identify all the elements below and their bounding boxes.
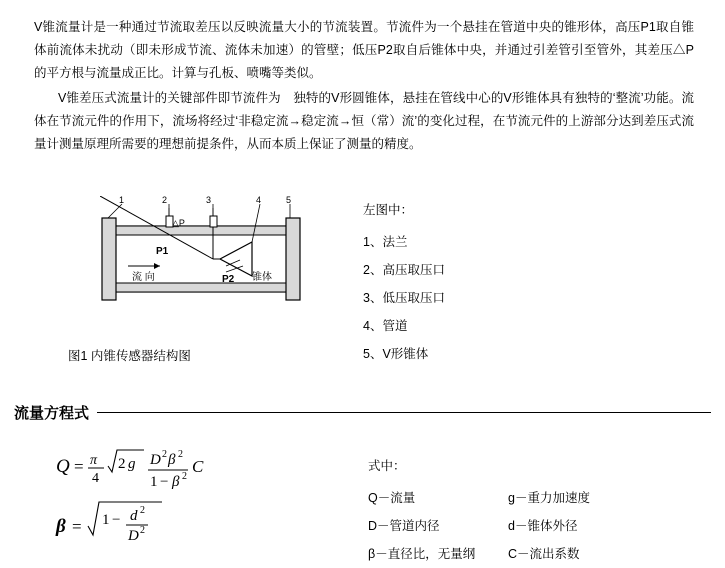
formula-D2: D (128, 528, 139, 544)
symbol-c: C－流出系数 (508, 547, 580, 561)
figure-label-flow: 流 向 (132, 272, 155, 283)
legend-item-3: 3、低压取压口 (363, 291, 445, 305)
formula-q: Q (56, 456, 70, 477)
formula-C: C (192, 457, 204, 476)
formula-D-exp: 2 (162, 449, 167, 460)
figure-callout-5: 5 (286, 196, 292, 205)
intro-text-block (34, 16, 694, 158)
intro-paragraph-2: V锥差压式流量计的关键部件即节流件为 独特的V形圆锥体，悬挂在管线中心的V形锥体具有独特的‘整流’功能。流体在节流元件的作用下，流场将经过‘非稳定流→稳定流→恒（常）流’的变化过程，在节流元件的上游部分达到差压式流量计测量原理所需要的理想前提条件，从而本质上保证了测量的精度。 (34, 91, 694, 151)
section-heading (14, 402, 711, 423)
symbol-key (368, 452, 698, 568)
formula-one: 1 (150, 474, 158, 490)
intro-paragraph-1: V锥流量计是一种通过节流取差压以反映流量大小的节流装置。节流件为一个悬挂在管道中央的锥形体，高压P1取自锥体前流体未扰动（即未形成节流、流体未加速）的管壁；低压P2取自后锥体中央，并通过引差管引至管外，其差压△P的平方根与流量成正比。计算与孔板、喷嘴等类似。 (34, 20, 694, 80)
legend-title: 左图中： (363, 203, 414, 217)
formula-beta-num: β (168, 452, 176, 468)
section-divider (97, 412, 711, 413)
symbol-key-title: 式中： (368, 459, 406, 473)
formula-minus: − (160, 474, 169, 490)
formula-beta-lhs: β (56, 516, 66, 537)
formula-pi: π (90, 453, 98, 468)
figure-label-cone: 锥体 (252, 272, 272, 283)
formula-beta-den: β (172, 474, 180, 490)
figure-legend (363, 196, 445, 368)
formula-beta-den-exp: 2 (182, 471, 187, 482)
legend-item-2: 2、高压取压口 (363, 263, 445, 277)
figure-drawing (100, 196, 310, 341)
formula-d: d (130, 508, 138, 524)
symbol-d-inner: D－管道内径 (368, 519, 440, 533)
symbol-g: g－重力加速度 (508, 491, 590, 505)
section-title: 流量方程式 (14, 405, 90, 422)
formula-d-exp: 2 (140, 505, 145, 516)
formula-beta-minus: − (112, 512, 121, 528)
sensor-structure-figure (100, 196, 310, 341)
formula-beta-one: 1 (102, 512, 110, 528)
legend-item-5: 5、V形锥体 (363, 347, 429, 361)
flow-equation-block (52, 440, 312, 550)
formula-g: g (128, 456, 136, 472)
formula-equals: = (74, 457, 84, 476)
symbol-d-outer: d－锥体外径 (508, 519, 578, 533)
formula-D: D (150, 452, 161, 468)
formula-beta-equals: = (72, 517, 82, 536)
formula-four: 4 (92, 471, 99, 486)
figure-label-p1: P1 (156, 246, 169, 257)
figure-callout-4: 4 (256, 196, 262, 205)
figure-caption: 图1 内锥传感器结构图 (68, 349, 191, 363)
legend-item-4: 4、管道 (363, 319, 408, 333)
figure-callout-2: 2 (162, 196, 168, 205)
formula-beta-num-exp: 2 (178, 449, 183, 460)
figure-label-p2: P2 (222, 274, 235, 285)
symbol-key-row (368, 540, 698, 568)
symbol-q: Q－流量 (368, 491, 416, 505)
legend-item-1: 1、法兰 (363, 235, 408, 249)
symbol-beta: β－直径比，无量纲 (368, 547, 476, 561)
figure-label-dp: △P (172, 218, 185, 228)
formula-2: 2 (118, 456, 126, 472)
legend-list (363, 228, 445, 368)
figure-callout-3: 3 (206, 196, 212, 205)
formula-D2-exp: 2 (140, 525, 145, 536)
formula-drawing (52, 440, 312, 555)
symbol-key-row (368, 512, 698, 540)
symbol-key-row (368, 484, 698, 512)
figure-callout-1: 1 (119, 196, 125, 205)
